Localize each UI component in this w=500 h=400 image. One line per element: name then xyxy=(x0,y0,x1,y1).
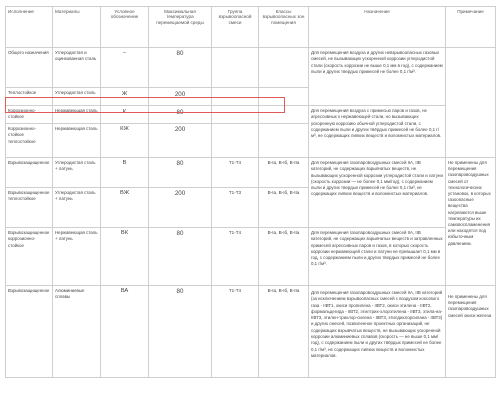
header-row xyxy=(6,7,496,48)
cell-purpose: Для перемещения газопаровоздушных смесей IIА, IIВ категорий, не содержащих взрывчатых веществ и затравленных примесей агрессивных паров и газов, в которых скорость коррозии нержавеющей стали и латуни не превышает 0,1 мм в год, с содержанием пыли и других твердых примесей не более 0,1 г/м³. xyxy=(309,228,446,286)
cell-material: Нержавеющая сталь + латунь xyxy=(53,228,101,286)
cell-execution: Взрывозащищенное xyxy=(6,286,53,378)
header-explosion-group: Группа взрывоопасной смеси xyxy=(212,7,259,48)
cell-purpose: Для перемещения воздуха с примесью паров и газов, не агрессивных к нержавеющей стали, но вызывающих ускоренную коррозию обычной углеродистой стали, с содержанием пыли и других твёрдых примесей не более 0,1 г/м³, не содержащих липких веществ и волокнистых материалов. xyxy=(309,106,446,158)
cell-group xyxy=(212,48,259,88)
header-purpose: Назначение xyxy=(309,7,446,48)
cell-execution: Взрывозащищенное теплостойкое xyxy=(6,188,53,228)
cell-group: Т1-Т4 xyxy=(212,286,259,378)
cell-symbol: КЖ xyxy=(101,124,149,158)
cell-zones xyxy=(259,106,309,124)
cell-temp: 80 xyxy=(149,286,212,378)
table-row[interactable] xyxy=(6,286,496,378)
header-symbol: Условное обозначение xyxy=(101,7,149,48)
cell-symbol: ВЖ xyxy=(101,188,149,228)
cell-execution: Взрывозащищенное xyxy=(6,158,53,188)
cell-note: Не применены для перемещения газопаровоздушных смесей окиси железа xyxy=(446,286,496,378)
table-row-selected[interactable] xyxy=(6,106,496,124)
cell-temp: 80 xyxy=(149,48,212,88)
cell-symbol: ВК xyxy=(101,228,149,286)
cell-symbol: В xyxy=(101,158,149,188)
cell-group: Т1-Т3 xyxy=(212,188,259,228)
cell-zones: В-Iа, В-Iб, В-IIа xyxy=(259,188,309,228)
cell-zones: В-Iа, В-Iб, В-IIа xyxy=(259,158,309,188)
cell-material: Углеродистая сталь + латунь xyxy=(53,158,101,188)
cell-purpose: Для перемещения газопаровоздушных смесей IIА, IIВ категорий (за исключением взрывоопасных смесей с воздухом коксового газа - IIВТ1, окиси пропилена - IIВТ2, окиси этилена - IIВТ2, формальдегида - IIВТ2, этилтрих-хлорэтилена - IIВТ3, этила-на-IIВТ3, этилен-трихлор-силена - IIВТ3, этилдихлорсилана - IIВТ3) и других смесей, позволенное проектных организаций, не содержащих взрывчатых веществ, не вызывающих ускоренной коррозии алюминиевых сплавов (скорость — не выше 0,1 мм/год), с содержанием пыли и других твёрдых примесей не более 0,1 г/м³, не содержащих липких веществ и волокнистых материалов. xyxy=(309,286,446,378)
header-zone-classes: Классы взрывоопасных зон помещения xyxy=(259,7,309,48)
cell-temp: 200 xyxy=(149,88,212,106)
cell-symbol: – xyxy=(101,48,149,88)
cell-material: Нержавеющая сталь xyxy=(53,124,101,158)
cell-zones xyxy=(259,48,309,88)
cell-material: Углеродистая сталь + латунь xyxy=(53,188,101,228)
header-note: Примечание xyxy=(446,7,496,48)
header-materials: Материалы xyxy=(53,7,101,48)
cell-group xyxy=(212,88,259,106)
cell-group xyxy=(212,124,259,158)
cell-purpose: Для перемещения воздуха и других невзрывоопасных газовых смесей, не вызывающих ускоренной коррозии углеродистой стали (скорость коррозии не выше 0,1 мм в год), с содержанием пыли и других твердых примесей не более 0,1 г/м³. xyxy=(309,48,446,106)
cell-material: Углеродистая и оцинкованная сталь xyxy=(53,48,101,88)
cell-group: Т1-Т4 xyxy=(212,158,259,188)
cell-material: Углеродистая сталь xyxy=(53,88,101,106)
cell-execution: Взрывозащищенное коррозионно-стойкое xyxy=(6,228,53,286)
cell-symbol: Ж xyxy=(101,88,149,106)
cell-zones xyxy=(259,124,309,158)
cell-zones: В-Iа, В-Iб, В-IIа xyxy=(259,286,309,378)
cell-zones: В-Iа, В-Iб, В-IIа xyxy=(259,228,309,286)
cell-purpose: Для перемещения газопаровоздушных смесей IIА, IIВ категорий, не содержащих взрывчатых веществ, не вызывающих ускоренной коррозии углеродистой стали и латуни (скорость коррозии — не более 0,1 мм/год), с содержанием пыли и других твердых примесей не более 0,1 г/м³, не содержащих липких веществ и волокнистых материалов. xyxy=(309,158,446,228)
cell-execution: Теплостойкое xyxy=(6,88,53,106)
table-row[interactable] xyxy=(6,48,496,88)
cell-symbol: ВА xyxy=(101,286,149,378)
cell-symbol: К xyxy=(101,106,149,124)
cell-temp: 200 xyxy=(149,188,212,228)
header-max-temp: Максимальная температура перемещаемой среды xyxy=(149,7,212,48)
cell-temp: 80 xyxy=(149,228,212,286)
table-row[interactable] xyxy=(6,228,496,286)
cell-group xyxy=(212,106,259,124)
specification-table xyxy=(5,6,496,378)
cell-zones xyxy=(259,88,309,106)
cell-group: Т1-Т4 xyxy=(212,228,259,286)
header-execution: Исполнение xyxy=(6,7,53,48)
cell-execution: Общего назначения xyxy=(6,48,53,88)
cell-execution: Коррозионно-стойкое xyxy=(6,106,53,124)
cell-material: Нержавеющая сталь xyxy=(53,106,101,124)
cell-temp: 80 xyxy=(149,158,212,188)
cell-material: Алюминиевые сплавы xyxy=(53,286,101,378)
cell-temp: 80 xyxy=(149,106,212,124)
cell-temp: 200 xyxy=(149,124,212,158)
cell-note: Не применены для перемещения газопаровоздушных смесей от технологических установок, в которых газоопасные вещества нагреваются выше температуры их самовоспламенения или находятся под избыточным давлением. xyxy=(446,158,496,286)
cell-execution: Коррозионно-стойкое теплостойкое xyxy=(6,124,53,158)
table-row[interactable] xyxy=(6,158,496,188)
cell-note-empty xyxy=(446,48,496,158)
